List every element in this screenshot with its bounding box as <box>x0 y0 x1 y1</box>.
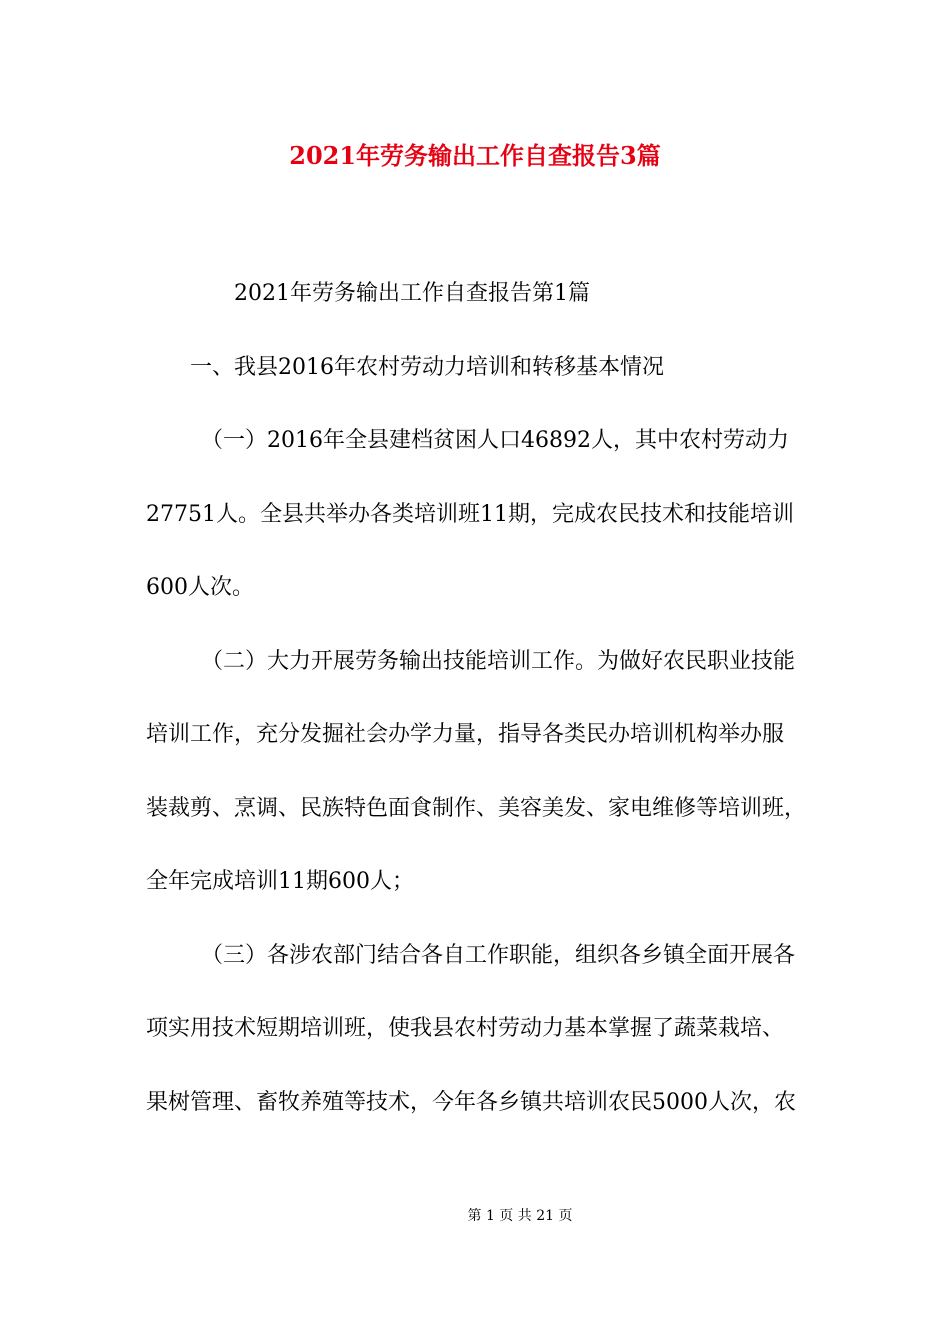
document-title: 2021年劳务输出工作自查报告3篇 <box>289 141 661 170</box>
section-heading: 一、我县2016年农村劳动力培训和转移基本情况 <box>190 354 664 380</box>
paragraph-line: （二）大力开展劳务输出技能培训工作。为做好农民职业技能 <box>201 648 796 674</box>
paragraph-line: （三）各涉农部门结合各自工作职能，组织各乡镇全面开展各 <box>201 942 796 968</box>
paragraph-line: 全年完成培训11期600人； <box>146 869 414 894</box>
paragraph-line: 果树管理、畜牧养殖等技术，今年各乡镇共培训农民5000人次，农 <box>146 1089 796 1115</box>
page-footer: 第 1 页 共 21 页 <box>467 1208 573 1224</box>
paragraph-line: 600人次。 <box>146 575 254 600</box>
paragraph-line: 装裁剪、烹调、民族特色面食制作、美容美发、家电维修等培训班， <box>146 795 807 821</box>
paragraph-line: 27751人。全县共举办各类培训班11期，完成农民技术和技能培训 <box>146 501 794 527</box>
subsection-heading: 2021年劳务输出工作自查报告第1篇 <box>234 281 590 306</box>
document-body <box>146 276 826 1158</box>
paragraph-line: 项实用技术短期培训班，使我县农村劳动力基本掌握了蔬菜栽培、 <box>146 1016 785 1041</box>
paragraph-line: （一）2016年全县建档贫困人口46892人，其中农村劳动力 <box>201 428 789 453</box>
paragraph-line: 培训工作，充分发掘社会办学力量，指导各类民办培训机构举办服 <box>146 722 785 747</box>
